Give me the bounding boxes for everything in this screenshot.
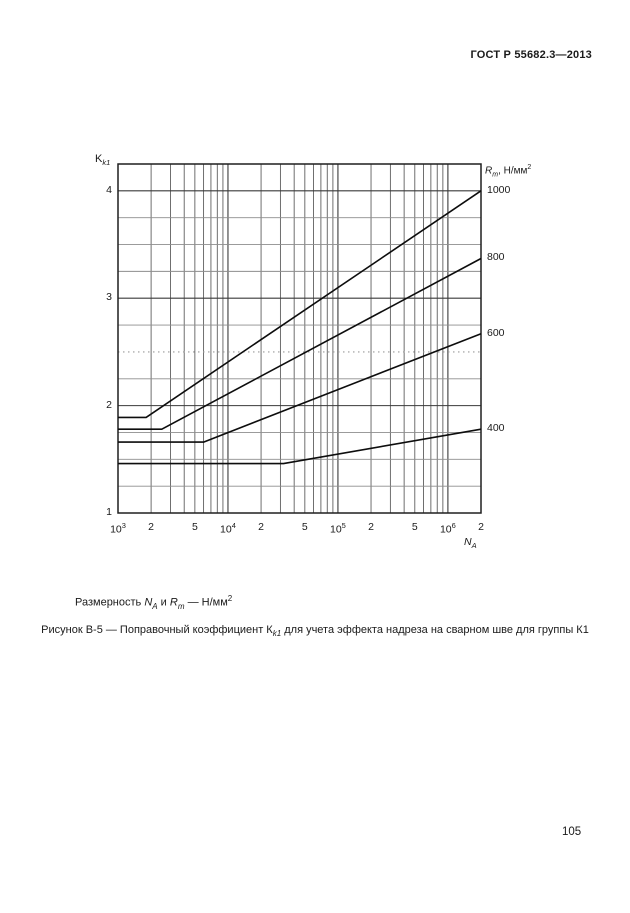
x-tick-label: 2 [368,521,374,533]
y-axis-title-sub: k1 [102,158,111,168]
right-axis-title [485,164,531,178]
x-tick-base: 10 [329,523,342,536]
y-tick-label: 3 [106,291,112,304]
y-axis-title-main: K [95,153,103,165]
x-tick-exp: 5 [341,521,346,530]
x-tick-label [320,521,356,536]
x-tick-label: 2 [478,521,484,533]
right-axis-title-sub: m [492,171,499,179]
x-tick-label: 5 [301,521,308,533]
series-label-800: 800 [487,251,505,264]
series-label-1000: 1000 [487,183,511,196]
right-axis-title-rest: , Н/мм [498,165,528,177]
x-tick-base: 10 [439,523,452,536]
figure-caption [0,624,630,638]
figure-caption-k: К [266,624,273,636]
x-axis-title [464,536,477,550]
y-tick-label: 4 [106,183,112,196]
right-axis-title-sup: 2 [527,164,532,171]
dimension-note-text: Размерность [75,596,145,609]
x-tick-base: 10 [110,523,122,536]
x-tick-label [100,521,136,536]
y-tick-label: 1 [106,506,112,518]
x-tick-exp: 4 [231,521,236,530]
x-axis-title-sub: A [471,541,477,551]
dimension-note-and: и [157,596,170,609]
x-tick-label: 2 [148,521,155,533]
figure-caption-text2: для учета эффекта надреза на сварном шве для группы К1 [281,624,589,636]
dimension-note-units-sup: 2 [227,594,233,603]
x-tick-label: 5 [411,521,418,533]
dimension-note-na: N [144,596,153,609]
x-tick-label [210,521,246,536]
x-tick-label: 2 [258,521,264,533]
x-tick-label: 5 [191,521,198,533]
x-tick-exp: 3 [121,521,126,530]
dimension-note-rm: R [169,596,178,609]
series-label-600: 600 [487,326,505,339]
x-tick-base: 10 [220,523,232,536]
x-axis-title-main: N [464,536,472,548]
dimension-note [75,594,232,611]
y-tick-label: 2 [106,398,112,411]
x-tick-label [430,521,466,536]
document-header: ГОСТ Р 55682.3—2013 [470,49,592,61]
dimension-note-units: — Н/мм [184,596,228,609]
figure-caption-text1: Рисунок В-5 — Поправочный коэффициент [41,624,267,636]
page-number: 105 [562,826,582,838]
series-label-400: 400 [487,422,505,435]
y-axis-title [95,153,110,167]
dimension-note-rm-sub: m [177,601,185,611]
x-tick-exp: 6 [451,521,456,530]
right-axis-title-main: R [485,165,493,177]
figure-caption-k-sub: k1 [272,629,282,639]
dimension-note-na-sub: A [152,601,158,611]
